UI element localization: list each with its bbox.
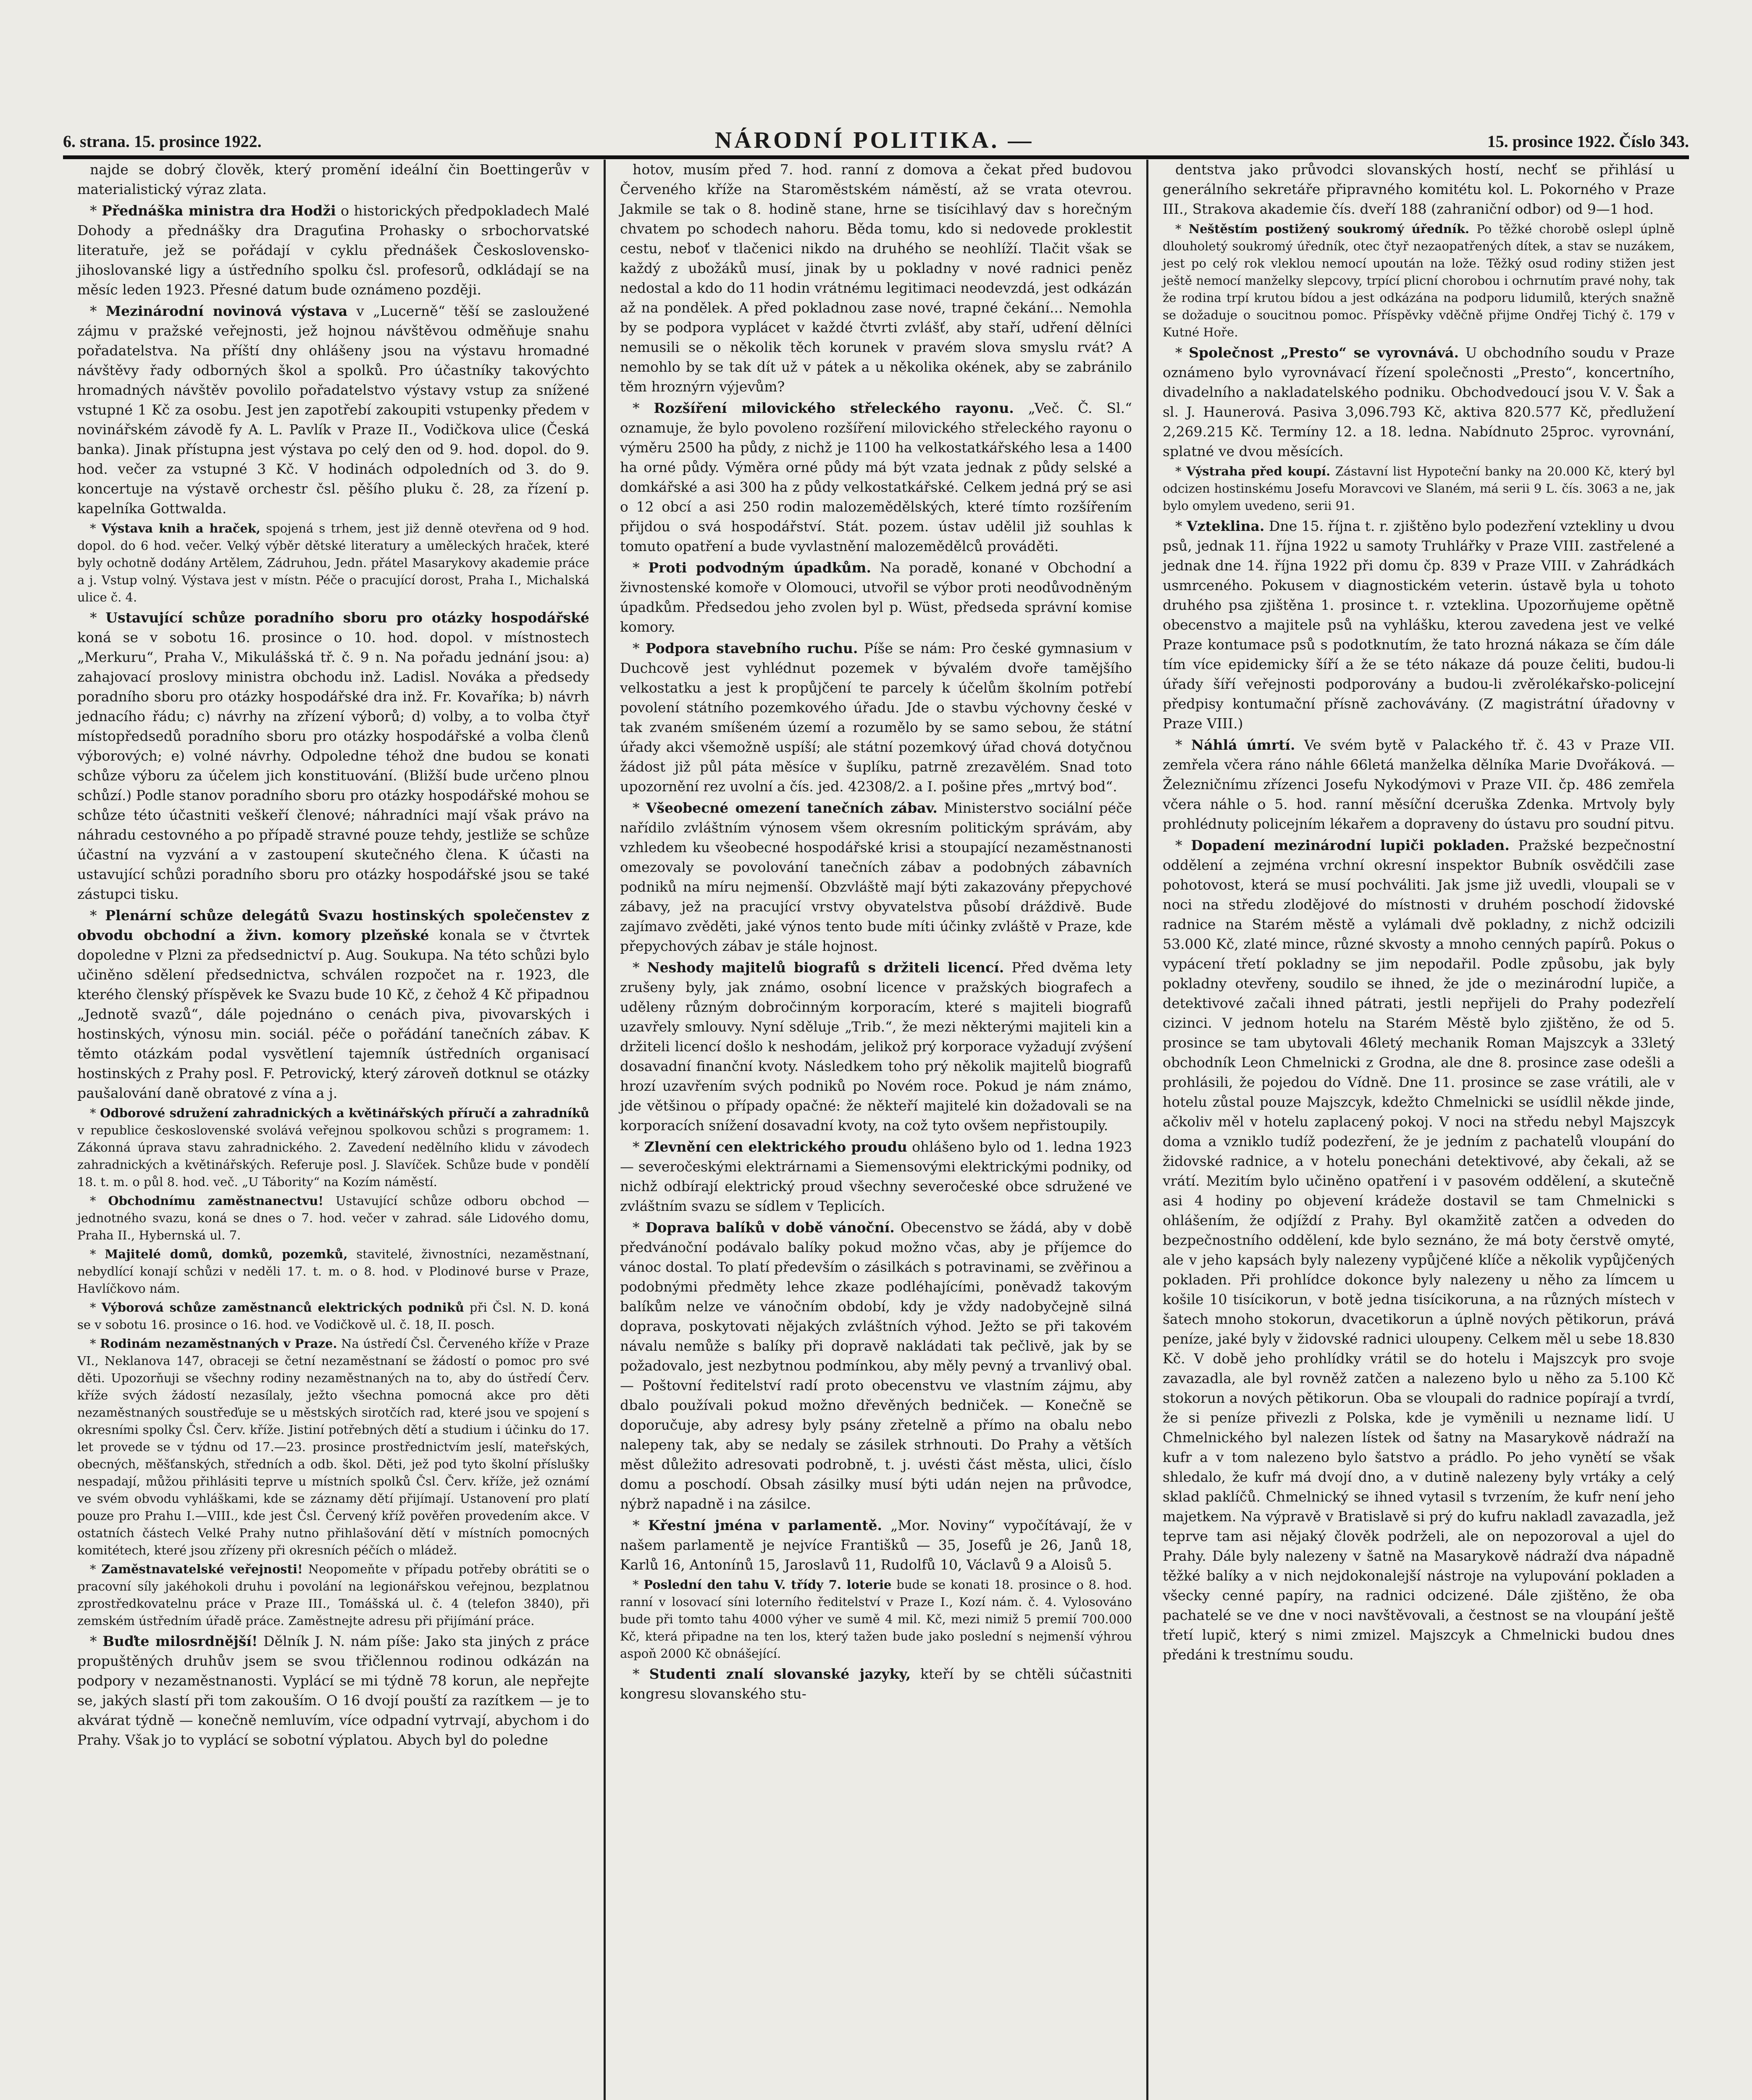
news-item: [77, 160, 589, 199]
item-title: Proti podvodným úpadkům.: [648, 559, 871, 576]
news-item: [620, 1137, 1132, 1216]
news-item: [1163, 516, 1675, 733]
item-title: Poslední den tahu V. třídy 7. loterie: [644, 1578, 892, 1592]
news-item: [1163, 220, 1675, 341]
item-text: Na poradě, konané v Obchodní a živnostenské komoře v Olomouci, utvořil se výbor proti neodůvodněným úpadkům. Předsedou jeho zvolen byl p. Wüst, předseda správní komise komory.: [620, 559, 1132, 635]
item-title: Rozšíření milovického střeleckého rayonu.: [654, 400, 1014, 416]
item-text: Ustavující schůze odboru obchod — jednotného svazu, koná se dnes o 7. hod. večer v zahrad. sále Lidového domu, Praha II., Hybernská ul. 7.: [77, 1194, 589, 1242]
news-item: [620, 1218, 1132, 1514]
item-marker: *: [1175, 344, 1189, 361]
news-item: [77, 906, 589, 1103]
item-marker: *: [633, 1578, 644, 1592]
news-item: [77, 608, 589, 904]
news-item: [620, 160, 1132, 396]
item-title: Výstava knih a hraček,: [101, 521, 261, 536]
news-item: [77, 201, 589, 299]
item-text: o historických předpokladech Malé Dohody a přednášky dra Draguťina Prohasky o srbochorvatské literatuře, jež se pořádají v cyklu přednášek Československo-jihoslovanské ligy a ústředního spolku čsl. profesorů, odkládají se na měsíc leden 1923. Přesné datum bude oznámeno později.: [77, 202, 589, 298]
news-item: [620, 398, 1132, 556]
item-title: Dopadení mezinárodní lupiči pokladen.: [1191, 837, 1510, 853]
item-title: Výstraha před koupí.: [1186, 464, 1331, 478]
item-marker: *: [633, 559, 649, 576]
news-item: [1163, 160, 1675, 219]
column-3: [1146, 160, 1689, 2100]
item-title: Majitelé domů, domků, pozemků,: [105, 1247, 348, 1261]
item-marker: *: [90, 609, 106, 626]
item-marker: *: [90, 521, 102, 536]
item-title: Křestní jména v parlamentě.: [648, 1517, 882, 1533]
item-title: Buďte milosrdnější!: [102, 1633, 258, 1649]
news-item: [77, 301, 589, 518]
news-item: [620, 1515, 1132, 1575]
news-item: [620, 798, 1132, 956]
item-marker: *: [633, 1517, 648, 1533]
item-title: Zlevnění cen elektrického proudu: [644, 1139, 907, 1155]
item-text: Píše se nám: Pro české gymnasium v Duchcově jest vyhlédnut pozemek v bývalém dvoře tamějšího velkostatku a jest k propůjčení te parcely k účelům školním potřebí povolení státního pozemkového úřadu. Jde o stavbu výchovny české v tak zvaném smíšeném území a rozumělo by se samo sebou, že státní úřady akci všemožně uspíší; ale státní pozemkový úřad chová dotyčnou žádost již půl páta měsíce v šuplíku, patrně zrezavělém. Snad toto upozornění rez uvolní a čís. jed. 42308/2. a I. pošine přes „mrtvý bod“.: [620, 640, 1132, 795]
item-text: stavitelé, živnostníci, nezaměstnaní, nebydlící konají schůzi v neděli 17. t. m. o 8. hod. v Plodinové burse v Praze, Havlíčkovo nám.: [77, 1247, 589, 1296]
news-item: [77, 1105, 589, 1191]
article-columns: [63, 160, 1689, 2100]
news-item: [77, 1631, 589, 1750]
item-title: Všeobecné omezení tanečních zábav.: [646, 800, 938, 816]
item-text: v republice československé svolává veřejnou spolkovou schůzi s programem: 1. Zákonná úprava stavu zahradnického. 2. Zavedení nedělního klidu v závodech zahradnických a květinářských. Referuje posl. J. Slavíček. Schůze bude v pondělí 18. t. m. o půl 8. hod. več. „U Tábority“ na Kozím náměstí.: [77, 1123, 589, 1189]
news-item: [1163, 463, 1675, 514]
item-text: hotov, musím před 7. hod. ranní z domova a čekat před budovou Červeného kříže na Staroměstském náměstí, až se vrata otevrou. Jakmile se tak o 8. hodině stane, hrne se tisícihlavý dav s horečným chvatem po schodech nahoru. Běda tomu, kdo si nedovede proklestit cestu, neboť v tlačenici nikdo na druhého se neohlíží. Tlačit však se každý z ubožáků musí, jinak by u pokladny v nové radnici peněz nedostal a kdo do 11 hodin vrátnému legitimaci neodevzdá, jest odkázán až na pondělek. A před pokladnou zase nové, trapné čekání... Nemohla by se podpora vyplácet v každé čtvrti zvlášť, aby staří, udření dělníci nemusili se o několik těch korunek v pravém slova smyslu rvát? A nemohlo by se tak dít už v pátek a u několika okének, aby se zabránilo těm hroznýrn výjevům?: [620, 161, 1132, 395]
news-item: [77, 1335, 589, 1559]
item-text: spojená s trhem, jest již denně otevřena od 9 hod. dopol. do 6 hod. večer. Velký výběr dětské literatury a uměleckých hraček, které byly ochotně dodány Artělem, Zádruhou, Jedn. přátel Masarykovy akademie práce a j. Vstup volný. Výstava jest v místn. Péče o pracující dorost, Praha I., Michalská ulice č. 4.: [77, 521, 590, 604]
item-title: Obchodnímu zaměstnanectvu!: [108, 1194, 324, 1208]
column-1: [63, 160, 604, 2100]
item-title: Náhlá úmrtí.: [1191, 737, 1295, 753]
item-text: najde se dobrý člověk, který promění ideální čin Boettingerův v materialistický výraz zlata.: [77, 161, 589, 197]
item-marker: *: [1175, 464, 1187, 478]
item-title: Doprava balíků v době vánoční.: [645, 1219, 895, 1236]
item-marker: *: [1175, 737, 1191, 753]
item-marker: *: [633, 1139, 644, 1155]
item-title: Studenti znalí slovanské jazyky,: [649, 1666, 911, 1682]
item-marker: *: [633, 959, 647, 976]
item-text: ohlášeno bylo od 1. ledna 1923 — severočeskými elektrárnami a Siemensovými elektrickými podniky, od nichž odbírají elektrický proud všechny severočeské obce sdružené ve zvláštním svazu se sídlem v Teplicích.: [620, 1139, 1132, 1214]
item-marker: *: [90, 1247, 105, 1261]
item-text: Obecenstvo se žádá, aby v době předvánoční podávalo balíky pokud možno včas, aby je příjemce do vánoc dostal. To platí především o zásilkách s potravinami, se zvěřinou a podobnými předměty lehce zkaze podléhajícími, poněvadž takovým balíkům nelze ve vánočním období, kdy je vždy nadobyčejně silná doprava, poskytovati nějakých zvláštních výhod. Ježto se při takovém návalu nemůže s balíky při dopravě nakládati tak pečlivě, jak by se požadovalo, jest nezbytnou podmínkou, aby měly pevný a trvanlivý obal. — Poštovní ředitelství radí proto obecenstvu ve vlastním zájmu, aby dbalo používali pokud možno dřevěných bedniček. — Konečně se doporučuje, aby adresy byly psány zřetelně a přímo na obalu nebo nalepeny tak, aby se nedaly se zásilek strhnouti. Do Prahy a větších měst důležito adresovati podrobně, t. j. uvésti část města, ulici, číslo domu a poschodí. Obsah zásilky musí býti udán nejen na průvodce, nýbrž napadně i na zásilce.: [620, 1219, 1132, 1512]
item-title: Podpora stavebního ruchu.: [645, 640, 858, 656]
item-title: Společnost „Presto“ se vyrovnává.: [1189, 344, 1459, 361]
item-title: Ustavující schůze poradního sboru pro otázky hospodářské: [105, 609, 589, 626]
item-marker: *: [90, 1300, 102, 1315]
news-item: [620, 1664, 1132, 1704]
item-text: Pražské bezpečnostní oddělení a zejména vrchní okresní inspektor Bubník osvědčili zase pohotovost, která se musí pochváliti. Jak jsme již uvedli, vloupali se v noci na středu zlodějové do místnosti v druhém poschodí židovské radnice na Starém městě a vylámali dvě pokladny, z nichž odcizili 53.000 Kč, zlaté mince, různé skvosty a mnoho cenných papírů. Pokus o vypácení třetí pokladny se jim nepodařil. Podle způsobu, jak byly pokladny otevřeny, soudilo se ihned, že jde o mezinárodní lupiče, a detektivové začali ihned pátrati, jestli nepřijeli do Prahy podezřelí cizinci. V jednom hotelu na Starém Městě bylo zjištěno, že od 5. prosince se tam ubytovali 46letý mechanik Roman Majszcyk a 33letý obchodník Leon Chmelnicki z Grodna, ale dne 8. prosince zase odešli a prohlásili, že pojedou do Vídně. Dne 11. prosince se zase vrátili, ale v hotelu zůstal pouze Majszcyk, kdežto Chmelnicki se usídlil někde jinde, ačkoliv měl v hotelu zaplacený pokoj. V noci na středu nebyl Majszcyk doma a vzniklo tudíž podezření, že je jedním z pachatelů vloupání do židovské radnice, a v hotelu ponecháni detektivové, aby čekali, až se vrátí. Mezitím bylo učiněno opatření i v pasovém oddělení, a skutečně asi 4 hodiny po objevení krádeže dostavil se tam Chmelnicki s ohlášením, že odjíždí z Prahy. Byl okamžitě zatčen a odveden do bezpečnostního oddělení, kde bylo seznáno, že má boty čerstvě omyté, ale v jeho kapsách byly nalezeny vypůjčené klíče a několik vypůjčených pokladen. Při prohlídce dokonce byly nalezeny u něho za límcem u košile 10 tisícikorun, v botě jedna tisícikoruna, a na různých místech v šatech mnoho stokorun, dvacetikorun a úplně nových pětikorun, prává peníze, jaké byly v židovské radnici uloupeny. Celkem měl u sebe 18.830 Kč. V době jeho prohlídky vrátil se do hotelu i Majszcyk pro svoje zavazadla, ale byl rovněž zatčen a nalezeno bylo u něho za 5.100 Kč stokorun a nových pětikorun. Oba se vloupali do radnice popírají a tvrdí, že si peníze přivezli z Polska, kde je vyměnili u nezname lidí. U Chmelnického byl nalezen lístek od šatny na Masarykově nádraží na kufr a v tom nalezeno bylo šatstvo a prádlo. Po jeho vynětí se však shledalo, že kufr má dvojí dno, a v dutině nalezeny byly vrtáky a celý sklad paklíčů. Chmelnický se ihned vytasil s tvrzením, že kufr není jeho majetkem. Na výpravě v Bratislavě si prý do kufru nakladl zavazadla, jež teprve tam asi nějaký člověk podrželi, ale on nepozoroval a ujel do Prahy. Dále byly nalezeny v šatně na Masarykově nádraží dva nápadně těžké balíky a v nich nejdokonalejší nástroje na vylupování pokladen a všecky cenné papíry, na radnici odcizené. Dále zjištěno, že oba pachatelé se ve dne v noci navštěvovali, a čestnost se na vloupání ještě třetí lupič, který s nimi zmizel. Majszcyk a Chmelnicki budou dnes předáni k trestnímu soudu.: [1163, 837, 1675, 1663]
news-item: [620, 1576, 1132, 1662]
item-marker: *: [633, 640, 646, 656]
item-marker: *: [633, 400, 654, 416]
item-marker: *: [90, 1106, 100, 1120]
item-title: Neshody majitelů biografů s držiteli licencí.: [647, 959, 1004, 976]
item-text: koná se v sobotu 16. prosince o 10. hod. dopol. v místnostech „Merkuru“, Praha V., Mikulášská tř. č. 9 n. Na pořadu jednání jsou: a) zahajovací proslovy ministra obchodu inž. Ladisl. Nováka a předsedy poradního sboru pro otázky hospodářské dra inž. Fr. Kovaříka; b) návrh jednacího řádu; c) návrhy na zřízení výborů; d) volby, a to volba čtyř místopředsedů poradního sboru pro otázky hospodářské a volba členů výborových; e) volné návrhy. Odpoledne téhož dne budou se konati schůze výboru za účelem jich konstituování. (Bližší bude určeno plnou schůzí.) Podle stanov poradního sboru pro otázky hospodářské mohou se schůze této účastniti veškeří členové; náhradníci mají však právo na náhradu cestovného a po případě stravné pouze tehdy, jestliže se schůze účastní na vyzvání a v zastoupení skutečného člena. K účasti na ustavující schůzi poradního sboru pro otázky hospodářské jsou se také zástupci tisku.: [77, 629, 589, 902]
item-title: Přednáška ministra dra Hodži: [101, 202, 336, 219]
item-title: Odborové sdružení zahradnických a květinářských příručí a zahradníků: [100, 1106, 590, 1120]
item-text: Dne 15. října t. r. zjištěno bylo podezření vztekliny u dvou psů, jednak 11. října 1922 u samoty Truhlářky v Praze VIII. zastřelené a jednak dne 14. října 1922 při domu čp. 839 v Praze VIII. v Zahrádkách usmrceného. Pokusem v diagnostickém veterin. ústavě byla u tohoto druhého psa zjištěna 1. prosince t. r. vzteklina. Upozorňujeme opětně obecenstvo a majitele psů na vyhlášku, kterou zavedena jest ve velké Praze kontumace psů s podotknutím, že tato hrozná nákaza se čím dále tím více epidemicky šíří a že se této nákaze dá pouze čeliti, budou-li úřady šíří veřejnosti podporovány a budou-li zvěrolékařsko-policejní předpisy kontumační přísně zachovávány. (Z magistrátní úřadovny v Praze VIII.): [1163, 518, 1675, 732]
item-marker: *: [1175, 837, 1191, 853]
item-text: při Čsl. N. D. koná se v sobotu 16. prosince o 16. hod. ve Vodičkově ul. č. 18, II. posch.: [77, 1300, 590, 1332]
item-text: Ve svém bytě v Palackého tř. č. 43 v Praze VII. zemřela včera ráno náhle 66letá manželka dělníka Marie Dvořáková. — Železničnímu zřízenci Josefu Nykodýmovi v Praze VII. čp. 486 zemřela včera náhle o 5. hod. ranní měsíční dceruška Zdenka. Mrtvoly byly prohlédnuty policejním lékařem a dopraveny do ústavu pro soudní pitvu.: [1163, 737, 1675, 832]
item-title: Výborová schůze zaměstnanců elektrických podniků: [101, 1300, 464, 1315]
item-marker: *: [633, 800, 646, 816]
item-marker: *: [90, 1194, 108, 1208]
news-item: [1163, 735, 1675, 834]
item-text: dentstva jako průvodci slovanských hostí, nechť se přihlásí u generálního sekretáře připravného komitétu kol. L. Pokorného v Praze III., Strakova akademie čís. dveří 188 (zahraniční odbor) od 9—1 hod.: [1163, 161, 1675, 217]
item-title: Rodinám nezaměstnaných v Praze.: [100, 1336, 337, 1351]
item-title: Mezinárodní novinová výstava: [105, 303, 348, 319]
item-text: bude se konati 18. prosince o 8. hod. ranní v losovací síni loterního ředitelství v Praze I., Kozí nám. č. 4. Vylosováno bude při tomto tahu 4000 výher ve sumě 4 mil. Kč, mezi nimiž 5 premií 700.000 Kč, která připadne na ten los, který tažen bude jako poslední s nejmenší výhrou aspoň 2000 Kč obnášející.: [620, 1578, 1132, 1661]
news-item: [620, 638, 1132, 796]
item-text: „Mor. Noviny“ vypočítávají, že v našem parlamentě je nejvíce Františků — 35, Josefů je 26, Janů 18, Karlů 16, Antonínů 15, Jaroslavů 11, Rudolfů 10, Václavů 9 a Aloisů 5.: [620, 1517, 1132, 1573]
item-text: Ministerstvo sociální péče nařídilo zvláštním výnosem všem okresním politickým správám, aby vzhledem ku všeobecné hospodářské krisi a stoupající nezaměstnanosti omezovaly se povolování tanečních zábav a podobných zábavních podniků na míru nejmenší. Obzvláště mají býti zakazovány přepychové zábavy, jež na pracující vrstvy obyvatelstva působí dráždivě. Bude zajímavo zvěděti, jaké výnos tento bude míti účinky zvláště v Praze, kde přepychových zábav je stále hojnost.: [620, 800, 1132, 954]
item-title: Vzteklina.: [1187, 518, 1265, 534]
item-title: Neštěstím postižený soukromý úředník.: [1188, 222, 1470, 236]
masthead: NÁRODNÍ POLITIKA. —: [714, 127, 1034, 153]
news-item: [620, 958, 1132, 1135]
item-marker: *: [90, 1562, 102, 1576]
item-text: Po těžké chorobě oslepl úplně dlouholetý soukromý úředník, otec čtyř nezaopatřených dítek, a stav se nuzákem, jest po celý rok vleklou nemocí upoután na lože. Těžký osud rodiny stižen jest ještě nemocí manželky slepcovy, trpící plicní chorobou i ochrnutím pravé nohy, tak že rodina trpí krutou bídou a jest odkázána na podporu lidumilů, kterých snažně se dožaduje o soucitnou pomoc. Příspěvky vděčně přijme Ondřej Tichý č. 179 v Kutné Hoře.: [1163, 222, 1675, 339]
news-item: [77, 1299, 589, 1334]
item-title: Plenární schůze delegátů Svazu hostinských společenstev z obvodu obchodní a živn. komory plzeňské: [77, 907, 589, 943]
item-marker: *: [90, 1633, 103, 1649]
item-text: Před dvěma lety zrušeny byly, jak známo, osobní licence v pražských biografech a uděleny různým dobročinným korporacím, které s majiteli biografů uzavřely smlouvy. Nyní sděluje „Trib.“, že mezi některými majiteli kin a držiteli licencí došlo k neshodám, jelikož prý korporace vyžadují zvýšení dosavadní finanční kvoty. Následkem toho prý několik majitelů biografů hrozí uzavřením svých podniků po Novém roce. Pokud je nám známo, jde většinou o případy opačné: že někteří majitelé kin dožadovali se na korporacích snížení dosavadní kvoty, na což tyto ovšem nepřistoupily.: [620, 959, 1132, 1134]
item-text: „Več. Č. Sl.“ oznamuje, že bylo povoleno rozšíření milovického střeleckého rayonu o výměru 2500 ha půdy, z nichž je 1100 ha velkostatkářského lesa a 1400 ha orné půdy. Výměra orné půdy má být vzata jednak z půdy selské a domkářské a asi 300 ha z půdy velkostatkářské. Celkem jedná prý se asi o 12 obcí a asi 250 rodin malozemědělských, které tímto rozšířením přijdou o svá hospodářství. Stát. pozem. ústav udělil již souhlas k tomuto opatření a bude vyvlastnění malozemědělců prováděti.: [620, 400, 1132, 554]
news-item: [77, 520, 589, 606]
column-2: [604, 160, 1146, 2100]
item-marker: *: [90, 202, 102, 219]
item-marker: *: [1175, 518, 1187, 534]
news-item: [77, 1561, 589, 1630]
header-right: 15. prosince 1922. Číslo 343.: [1487, 132, 1689, 151]
item-title: Zaměstnavatelské veřejnosti!: [101, 1562, 303, 1576]
item-marker: *: [1175, 222, 1189, 236]
item-text: Neopomeňte v případu potřeby obrátiti se o pracovní síly jakéhokoli druhu i povolání na legionářskou veřejnou, bezplatnou zprostředkovatelnu práce v Praze III., Tomášská ul. č. 4 (telefon 3840), při zemském ústředním úřadě práce. Zaměstnejte adresu při přijímání práce.: [77, 1562, 589, 1628]
item-text: v „Lucerně“ těší se zasloužené zájmu v pražské veřejnosti, jež hojnou návštěvou odměňuje snahu pořadatelstva. Na příští dny ohlášeny jsou na výstavu hromadné návštěvy řady odborných škol a spolků. Pro účastníky takovýchto hromadných návštěv povolilo pořadatelstvo výstavy vstup za snížené vstupné 1 Kč za osobu. Jest jen zapotřebí zakoupiti vstupenky předem v novinářském závodě fy A. L. Pavlík v Praze II., Vodičkova ulice (Česká banka). Jinak přístupna jest výstava po celý den od 9. hod. dopol. do 9. hod. večer za vstupné 3 Kč. V hodinách odpoledních od 3. do 9. koncertuje na výstavě orchestr čsl. pěšího pluku č. 28, za řízení p. kapelníka Gottwalda.: [77, 303, 589, 517]
news-item: [1163, 343, 1675, 461]
item-marker: *: [90, 303, 106, 319]
item-text: kteří by se chtěli súčastniti kongresu slovanského stu-: [620, 1666, 1132, 1702]
item-text: Na ústředí Čsl. Červeného kříže v Praze VI., Neklanova 147, obraceji se četní nezaměstnaní se žádostí o pomoc pro své děti. Upozorňuji se všechny rodiny nezaměstnaných na to, aby do ústředí Červ. kříže svých žádostí nezasílaly, ježto všechna pomocná akce pro děti nezaměstnaných soustřeďuje se u městských sirotčích rad, které jsou ve spojení s okresními spolky Čsl. Červ. kříže. Jistiní potřebných dětí a studium i účinku do 17. let provede se v týdnu od 17.—23. prosince prostřednictvím jeslí, mateřských, obecných, měšťanských, středních a odb. škol. Děti, jež pod tyto školní příslušky nespadají, můžou přihlásiti teprve u místních spolků Čsl. Červ. kříže, jež oznámí ve svém obvodu vyhláškami, kde se záznamy dětí přijímají. Ustanovení pro platí pouze pro Prahu I.—VIII., kde jest Čsl. Červený kříž pověřen provedením akce. V ostatních částech Velké Prahy nutno přihlašování dětí v místních pomocných komitétech, které jsou zřízeny při okresních péčích o mládež.: [77, 1336, 590, 1557]
item-marker: *: [633, 1666, 649, 1682]
news-item: [1163, 835, 1675, 1664]
news-item: [77, 1192, 589, 1244]
news-item: [77, 1246, 589, 1297]
item-text: Zástavní list Hypoteční banky na 20.000 Kč, který byl odcizen hostinskému Josefu Moravcovi ve Slaném, má serii 9 L. čís. 3063 a ne, jak bylo omylem uvedeno, serii 91.: [1163, 464, 1675, 513]
item-text: konala se v čtvrtek dopoledne v Plzni za předsednictví p. Aug. Soukupa. Na této schůzi bylo učiněno sdělení předsednictva, schválen rozpočet na r. 1923, dle kterého členský příspěvek ke Svazu bude 10 Kč, z čehož 4 Kč připadnou „Jednotě svazů“, dále pojednáno o cenách piva, pivovarských i hostinských, výnosu min. sociál. péče o pořádání tanečních zábav. K těmto otázkám podal vysvětlení tajemník ústředních organisací hostinských z Prahy posl. F. Petrovický, který zároveň dotknul se otázky paušalování daně obratové z vína a j.: [77, 927, 589, 1101]
item-marker: *: [633, 1219, 646, 1236]
page-header: [63, 105, 1689, 159]
item-marker: *: [90, 1336, 100, 1351]
news-item: [620, 558, 1132, 637]
item-text: U obchodního soudu v Praze oznámeno bylo vyrovnávací řízení společnosti „Presto“, koncertního, divadelního a nakladatelského podniku. Obchodvedoucí jsou V. V. Šak a sl. J. Haunerová. Pasiva 3,096.793 Kč, aktiva 820.577 Kč, předlužení 2,269.215 Kč. Termíny 12. a 18. ledna. Nabídnuto 25proc. vyrovnání, splatné ve dvou měsících.: [1163, 344, 1675, 459]
item-marker: *: [90, 907, 105, 924]
item-text: Dělník J. N. nám píše: Jako sta jiných z práce propuštěných druhův jsem se svou třičlennou rodinou odkázán na podpory v nezaměstnanosti. Vyplácí se mi týdně 78 korun, ale nepřejte se, jakých slastí při tom zakouším. O 16 dvojí pouští za razítkem — je to akvárat týdně — konečně nemluvím, více odpadní vytrvají, abychom i do Prahy. Však jo to vyplácí se sobotní výplatou. Abych byl do poledne: [77, 1633, 589, 1748]
header-left: 6. strana. 15. prosince 1922.: [63, 132, 262, 151]
